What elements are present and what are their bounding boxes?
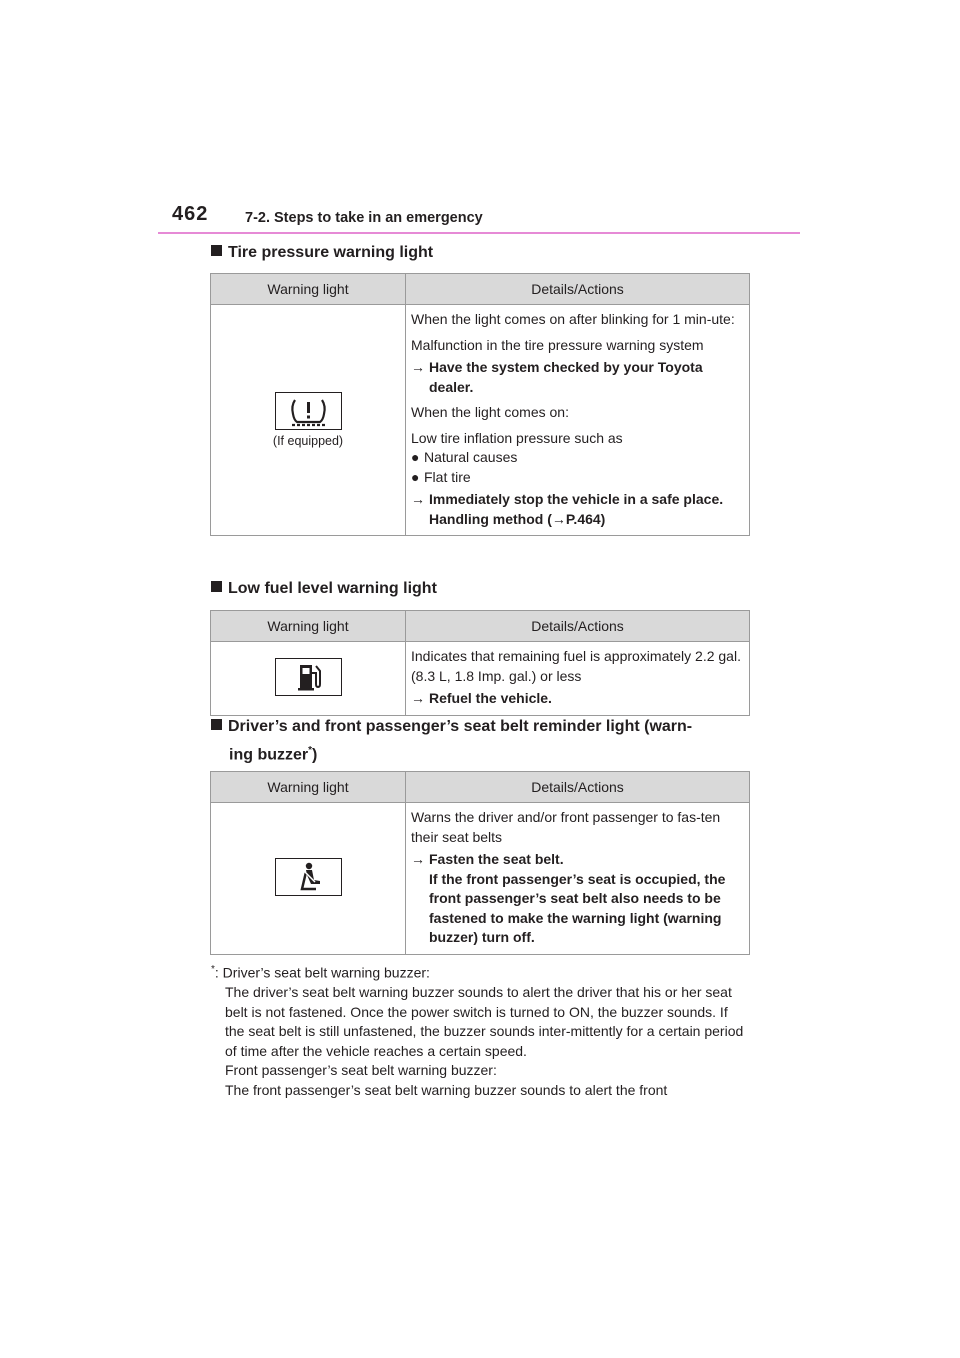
detail-text: Low tire inflation pressure such as: [411, 429, 623, 446]
arrow-icon: →: [411, 851, 425, 867]
arrow-icon: →: [411, 690, 425, 706]
action-item: → Fasten the seat belt. If the front passenger’s seat is occupied, the front passenger’s seat belt also needs to be fastened to make the warning light (warning buzzer) turn off.: [411, 851, 726, 945]
footnote-marker: *: [211, 964, 215, 975]
seatbelt-table: [210, 771, 750, 955]
table-row: [211, 305, 750, 536]
col-warning-light: Warning light: [211, 274, 406, 305]
col-details-actions: Details/Actions: [406, 772, 750, 803]
if-equipped-caption: (If equipped): [272, 434, 344, 448]
details-cell: [406, 305, 750, 536]
bullet-icon: ●: [411, 449, 420, 465]
col-warning-light: Warning light: [211, 611, 406, 642]
detail-text: Warns the driver and/or front passenger to fas-ten their seat belts: [411, 809, 721, 845]
detail-text: When the light comes on:: [411, 404, 569, 420]
table-row: [211, 642, 750, 716]
header-divider: [158, 232, 800, 234]
col-details-actions: Details/Actions: [406, 611, 750, 642]
list-item: ● Flat tire: [411, 468, 745, 488]
table-header-row: [211, 274, 750, 305]
footnote-marker: *: [308, 745, 313, 756]
low-fuel-heading: Low fuel level warning light: [211, 577, 437, 601]
page-reference: P.464): [565, 510, 606, 527]
action-item: → Refuel the vehicle.: [411, 689, 745, 709]
col-details-actions: Details/Actions: [406, 274, 750, 305]
section-square-icon: [211, 581, 222, 592]
warning-light-cell: [211, 642, 406, 716]
detail-text: Indicates that remaining fuel is approximately 2.2 gal. (8.3 L, 1.8 Imp. gal.) or less: [411, 648, 741, 684]
footnote: *: Driver’s seat belt warning buzzer: The driver’s seat belt warning buzzer sounds to alert the driver that his or her seat belt is not fastened. Once the power switch is turned to ON, the buzzer sounds. If the seat belt is still unfastened, the buzzer sounds inter-mittently for a certain period of time after the vehicle reaches a certain speed. Front passenger’s seat belt warning buzzer: The front passenger’s seat belt warning buzzer sounds to alert the front: [211, 960, 751, 1100]
action-item: → Immediately stop the vehicle in a safe place. Handling method (→P.464): [411, 491, 724, 527]
footnote-text: The front passenger’s seat belt warning buzzer sounds to alert the front: [225, 1081, 668, 1098]
page-number: 462: [172, 203, 209, 225]
footnote-text: The driver’s seat belt warning buzzer sounds to alert the driver that his or her seat belt is not fastened. Once the power switch is turned to ON, the buzzer sounds. If the seat belt is still unfastened, the buzzer sounds inter-mittently for a certain period of time after the vehicle reaches a certain speed.: [225, 984, 744, 1059]
table-header-row: [211, 611, 750, 642]
bullet-icon: ●: [411, 468, 420, 485]
low-fuel-table: [210, 610, 750, 716]
seatbelt-heading: Driver’s and front passenger’s seat belt reminder light (warn- ing buzzer*): [211, 715, 692, 767]
arrow-icon: →: [411, 491, 425, 507]
section-square-icon: [211, 245, 222, 256]
warning-light-cell: [211, 803, 406, 955]
detail-text: Malfunction in the tire pressure warning system: [411, 336, 704, 353]
section-square-icon: [211, 719, 222, 730]
action-item: → Have the system checked by your Toyota dealer.: [411, 359, 703, 395]
tire-pressure-table: [210, 273, 750, 536]
tire-pressure-heading: Tire pressure warning light: [211, 241, 433, 265]
list-item: ● Natural causes: [411, 448, 745, 468]
detail-text: When the light comes on after blinking for 1 min-ute:: [411, 311, 735, 327]
section-header-title: 7-2. Steps to take in an emergency: [245, 210, 483, 226]
tire-pressure-icon: [275, 392, 342, 430]
seatbelt-icon: [275, 858, 342, 896]
table-header-row: [211, 772, 750, 803]
arrow-icon: →: [551, 510, 566, 527]
details-cell: [406, 803, 750, 955]
footnote-label: Front passenger’s seat belt warning buzzer:: [225, 1062, 497, 1079]
col-warning-light: Warning light: [211, 772, 406, 803]
table-row: [211, 803, 750, 955]
fuel-pump-icon: [275, 658, 342, 696]
arrow-icon: →: [411, 359, 425, 375]
warning-light-cell: [211, 305, 406, 536]
details-cell: [406, 642, 750, 716]
